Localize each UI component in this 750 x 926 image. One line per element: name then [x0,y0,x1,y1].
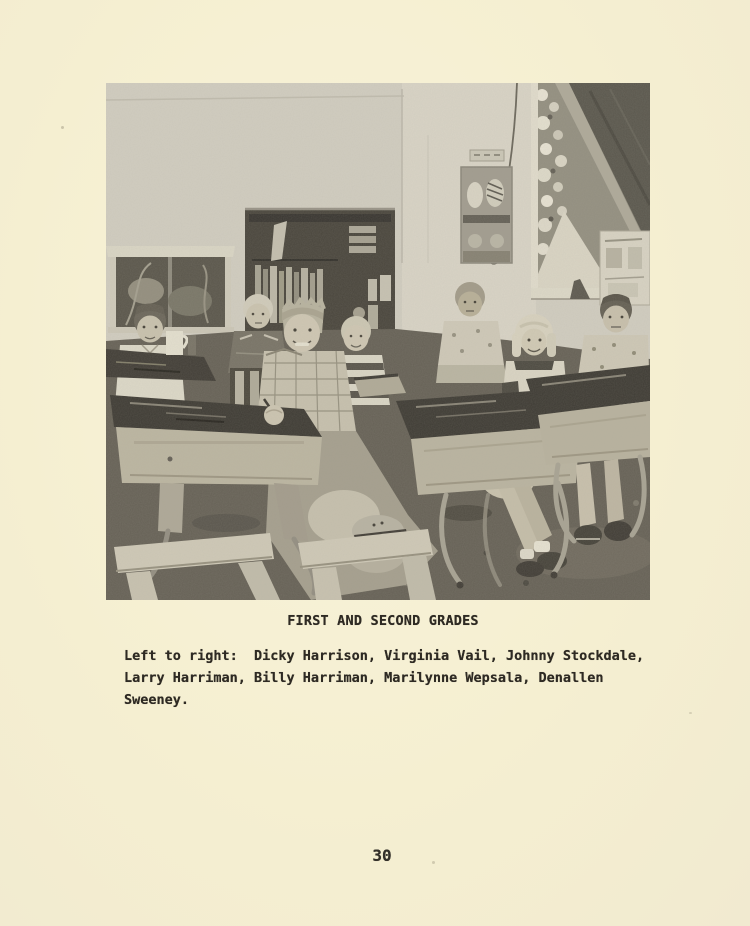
paper-speck [689,712,692,714]
photo-grain [106,83,650,600]
photo-caption-title: FIRST AND SECOND GRADES [287,613,479,629]
caption-line: Larry Harriman, Billy Harriman, Marilynne Wepsala, Denallen [124,670,604,686]
page-number: 30 [372,846,392,865]
classroom-photo [106,83,650,600]
photo-caption-text [124,645,664,711]
classroom-photo-art [106,83,650,600]
caption-line: Sweeney. [124,692,190,708]
paper-speck [432,861,435,864]
paper-speck [61,126,64,129]
caption-line: Left to right: Dicky Harrison, Virginia Vail, Johnny Stockdale, [124,648,645,664]
